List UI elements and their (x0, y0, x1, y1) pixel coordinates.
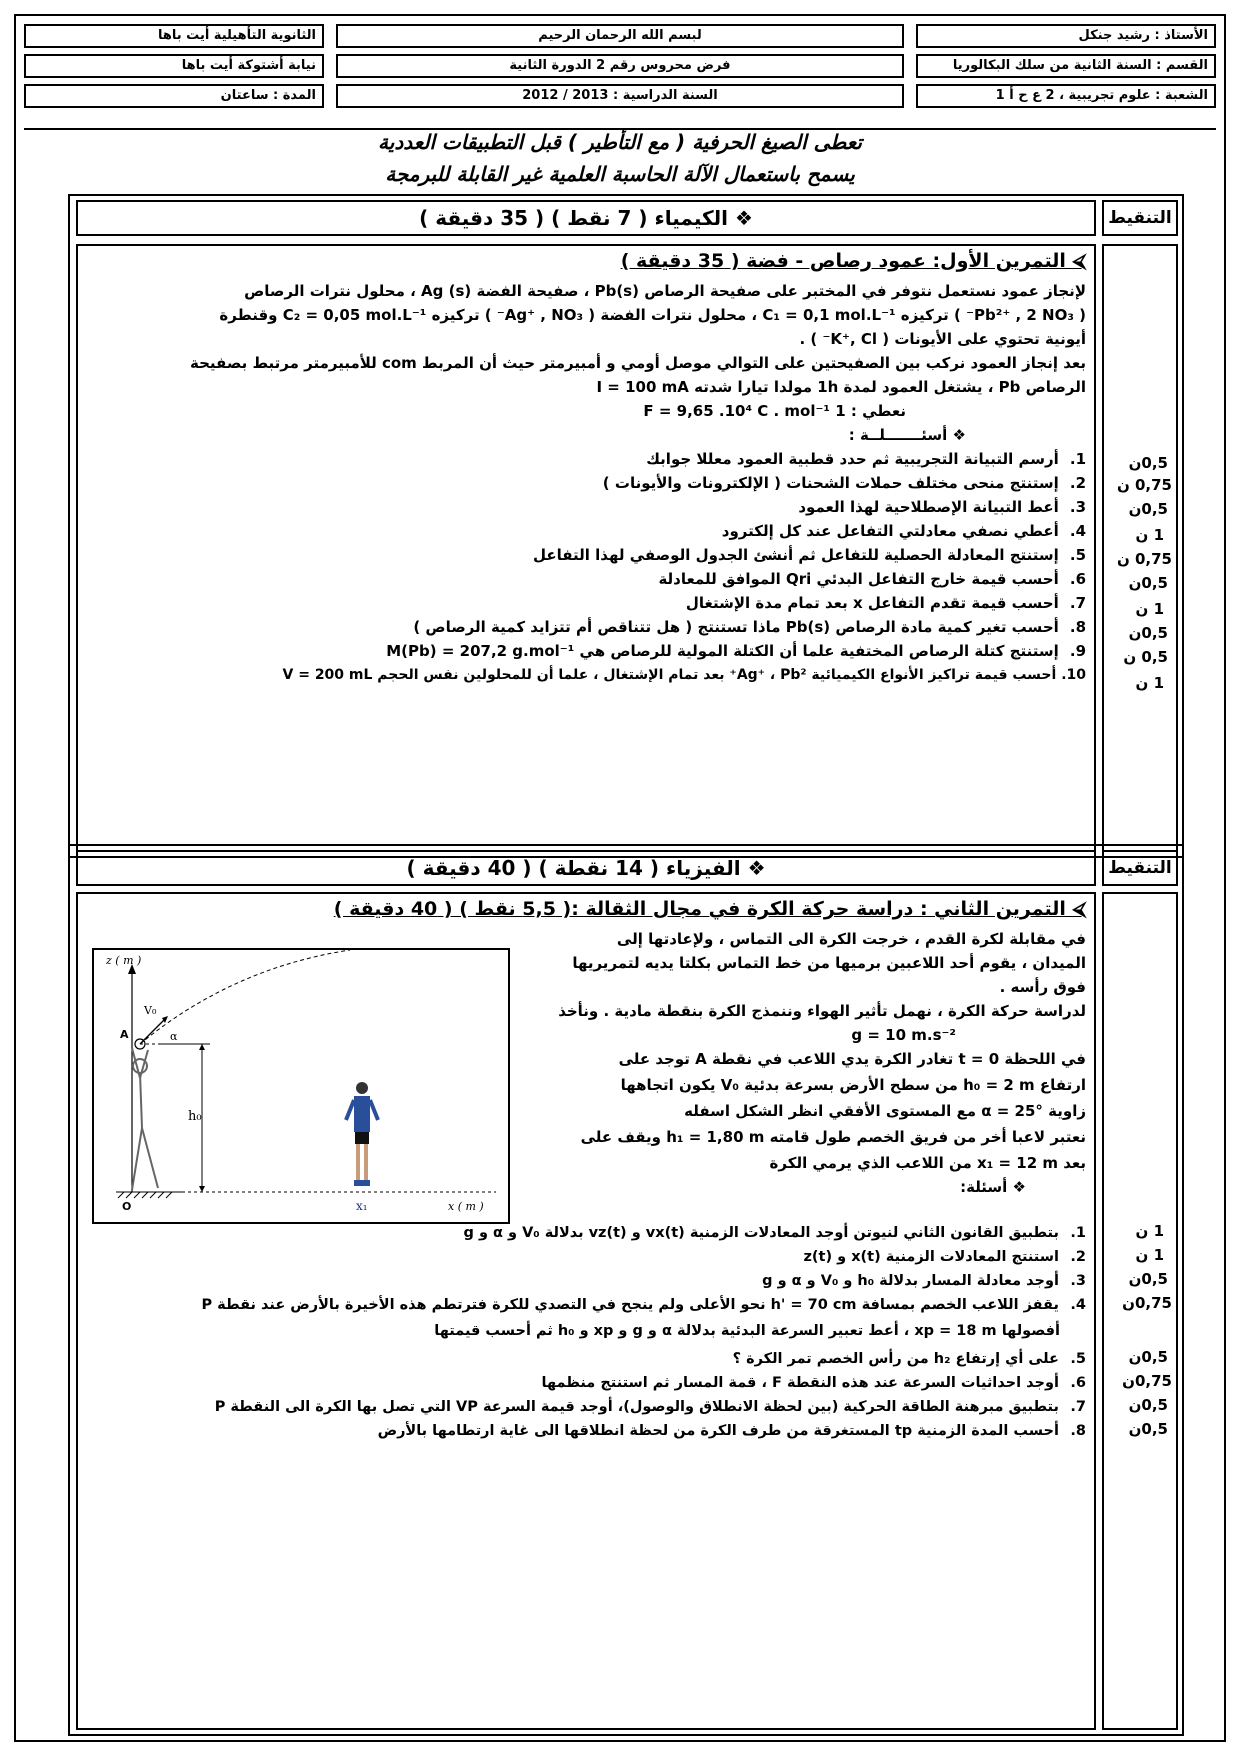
question-6: 6. أوجد احداثيات السرعة عند هذه النقطة F ، قمة المسار ثم استنتج منظمها (541, 1375, 1086, 1391)
grade: 0,5ن (1128, 1348, 1168, 1366)
grade: 0,75 ن (1116, 476, 1172, 494)
questions-heading: ❖ أسئلة: (960, 1178, 1026, 1196)
intro-line: الرصاص Pb ، يشتغل العمود لمدة 1h مولدا تيارا شدته I = 100 mA (596, 378, 1086, 396)
x-axis-label: x ( m ) (448, 1200, 484, 1213)
intro-line: نعتبر لاعبا أخر من فريق الخصم طول قامته h₁ = 1,80 m ويقف على (580, 1128, 1086, 1146)
question-3: 3. أعط التبيانة الإصطلاحية لهذا العمود (798, 498, 1086, 516)
exam-title: فرض محروس رقم 2 الدورة الثانية (336, 54, 904, 78)
intro-line: بعد إنجاز العمود نركب بين الصفيحتين على التوالي موصل أومي و أمبيرمتر حيث أن المربط com للأمبيرمتر مرتبط بصفيحة (190, 354, 1086, 372)
x1-label: x₁ (356, 1199, 368, 1213)
grade: 1 ن (1135, 674, 1164, 692)
intro-line: في مقابلة لكرة القدم ، خرجت الكرة الى التماس ، ولإعادتها إلى (616, 930, 1086, 948)
branch: الشعبة : علوم تجريبية ، 2 ع ح أ 1 (916, 84, 1216, 108)
grade: 0,75ن (1122, 1294, 1172, 1312)
alpha-label: α (170, 1030, 178, 1043)
intro-line: ارتفاع h₀ = 2 m من سطح الأرض بسرعة بدئية V₀ يكون اتجاهها (620, 1076, 1086, 1094)
bismillah: لبسم الله الرحمان الرحيم (336, 24, 904, 48)
questions-heading: ❖ أسئـــــــلــة : (848, 426, 966, 444)
grade: 0,5ن (1128, 624, 1168, 642)
intro-line: ( Pb²⁺ , 2 NO₃⁻ ) تركيزه C₁ = 0,1 mol.L⁻¹ ، محلول نترات الفضة ( Ag⁺ , NO₃⁻ ) تركيزه C₂ = 0,05 mol.L⁻¹ وقنطرة (219, 306, 1086, 324)
chemistry-heading: ❖ الكيمياء ( 7 نقط ) ( 35 دقيقة ) (76, 200, 1096, 236)
grade: 1 ن (1135, 1222, 1164, 1240)
origin-label: O (122, 1200, 132, 1213)
question-8: 8. أحسب المدة الزمنية tp المستغرقة من طرف الكرة من لحظة انطلاقها الى غاية ارتطامها بالأرض (377, 1423, 1086, 1439)
exam-page (14, 14, 1226, 1742)
question-1: 1. بتطبيق القانون الثاني لنيوتن أوجد المعادلات الزمنية vx(t) و vz(t) بدلالة V₀ و α و g (463, 1225, 1086, 1241)
intro-line: أيونية تحتوي على الأيونات ( K⁺, Cl⁻ ) . (799, 330, 1086, 348)
question-5: 5. إستنتج المعادلة الحصلية للتفاعل ثم أنشئ الجدول الوصفي لهذا التفاعل (532, 546, 1086, 564)
question-4: 4. يقفز اللاعب الخصم بمسافة h' = 70 cm نحو الأعلى ولم ينجح في التصدي للكرة فترتطم هذه الأخيرة بالأرض عند نقطة P (201, 1297, 1086, 1313)
intro-line: لإنجاز عمود نستعمل نتوفر في المختبر على صفيحة الرصاص Pb(s) ، صفيحة الفضة Ag (s) ، محلول نترات الرصاص (244, 282, 1086, 300)
question-7: 7. أحسب قيمة تقدم التفاعل x بعد تمام مدة الإشتغال (685, 594, 1086, 612)
question-10: 10. أحسب قيمة تراكيز الأنواع الكيميائية Ag⁺ ، Pb²⁺ بعد تمام الإشتغال ، علما أن للمحلولين نفس الحجم V = 200 mL (282, 667, 1086, 683)
intro-line: الميدان ، يقوم أحد اللاعبين برميها من خط التماس بكلتا يديه لتمريريها (572, 954, 1086, 972)
teacher-name: الأستاذ : رشيد جنكل (916, 24, 1216, 48)
question-2: 2. إستنتج منحى مختلف حملات الشحنات ( الإلكترونات والأيونات ) (602, 474, 1086, 492)
h0-label: h₀ (188, 1109, 202, 1124)
question-4: 4. أعطي نصفي معادلتي التفاعل عند كل إلكترود (721, 522, 1086, 540)
instruction-formulas: تعطى الصيغ الحرفية ( مع التأطير ) قبل التطبيقات العددية (378, 130, 862, 154)
chemistry-content-last (86, 664, 1086, 690)
question-5: 5. على أي إرتفاع h₂ من رأس الخصم تمر الكرة ؟ (732, 1351, 1086, 1367)
directorate: نيابة أشتوكة أيت باها (24, 54, 324, 78)
question-7: 7. بتطبيق مبرهنة الطاقة الحركية (بين لحظة الانطلاق والوصول)، أوجد قيمة السرعة VP التي تصل بها الكرة الى النقطة P (214, 1399, 1086, 1415)
intro-line: g = 10 m.s⁻² (851, 1026, 956, 1044)
intro-line: في اللحظة t = 0 تغادر الكرة يدي اللاعب في نقطة A توجد على (618, 1050, 1086, 1068)
intro-line: فوق رأسه . (999, 978, 1086, 996)
school-name: الثانوية التأهيلية أيت باها (24, 24, 324, 48)
grade: 0,5ن (1128, 1270, 1168, 1288)
question-1: 1. أرسم التبيانة التجريبية ثم حدد قطبية العمود معللا جوابك (646, 450, 1086, 468)
v0-label: V₀ (144, 1004, 157, 1017)
grade: 0,5ن (1128, 574, 1168, 592)
question-9: 9. إستنتج كتلة الرصاص المختفية علما أن الكتلة المولية للرصاص هي M(Pb) = 207,2 g.mol⁻¹ (386, 642, 1086, 660)
grade: 1 ن (1135, 600, 1164, 618)
duration: المدة : ساعتان (24, 84, 324, 108)
header (24, 24, 1216, 120)
grade: 0,5ن (1128, 500, 1168, 518)
chemistry-grades (1106, 454, 1176, 694)
intro-line: لدراسة حركة الكرة ، نهمل تأثير الهواء وننمذج الكرة بنقطة مادية . ونأخذ (558, 1002, 1086, 1020)
grade: 0,5ن (1128, 454, 1168, 472)
grade: 1 ن (1135, 526, 1164, 544)
question-3: 3. أوجد معادلة المسار بدلالة h₀ و V₀ و α و g (762, 1273, 1086, 1289)
question-4-cont: أفصولها xp = 18 m ، أعط تعبير السرعة البدئية بدلالة α و g و xp و h₀ ثم أحسب قيمتها (434, 1323, 1060, 1339)
class-section: القسم : السنة الثانية من سلك البكالوريا (916, 54, 1216, 78)
grade: 0,75 ن (1116, 550, 1172, 568)
grade: 0,75ن (1122, 1372, 1172, 1390)
intro-line: بعد x₁ = 12 m من اللاعب الذي يرمي الكرة (769, 1154, 1086, 1172)
school-year: السنة الدراسية : 2013 / 2012 (336, 84, 904, 108)
physics-grading-label: التنقيط (1102, 850, 1178, 886)
z-axis-label: z ( m ) (106, 954, 142, 967)
trajectory-figure (92, 948, 510, 1224)
grade: 0,5ن (1128, 1396, 1168, 1414)
question-2: 2. استنتج المعادلات الزمنية x(t) و z(t) (803, 1249, 1086, 1265)
point-a-label: A (120, 1028, 129, 1041)
chemistry-content (86, 250, 1086, 660)
physics-heading: ❖ الفيزياء ( 14 نقطة ) ( 40 دقيقة ) (76, 850, 1096, 886)
intro-line: زاوية α = 25° مع المستوى الأفقي انظر الشكل اسفله (684, 1102, 1086, 1120)
physics-questions (86, 1222, 1086, 1462)
instruction-calculator: يسمح باستعمال الآلة الحاسبة العلمية غير القابلة للبرمجة (385, 162, 855, 186)
question-8: 8. أحسب تغير كمية مادة الرصاص Pb(s) ماذا تستنتج ( هل تتناقص أم تتزايد كمية الرصاص ) (413, 618, 1086, 636)
intro-line: نعطي : 1 F = 9,65 .10⁴ C . mol⁻¹ (643, 402, 906, 420)
physics-grades (1106, 1222, 1176, 1452)
chemistry-grading-label: التنقيط (1102, 200, 1178, 236)
grade: 0,5ن (1128, 1420, 1168, 1438)
exercise-1-title: ⮘ التمرين الأول: عمود رصاص - فضة ( 35 دقيقة ) (620, 250, 1086, 272)
exercise-2-title: ⮘ التمرين الثاني : دراسة حركة الكرة في مجال الثقالة :( 5,5 نقط ) ( 40 دقيقة ) (333, 898, 1086, 920)
grade: 0,5 ن (1123, 648, 1168, 666)
question-6: 6. أحسب قيمة خارج التفاعل البدئي Qri الموافق للمعادلة (658, 570, 1086, 588)
grade: 1 ن (1135, 1246, 1164, 1264)
